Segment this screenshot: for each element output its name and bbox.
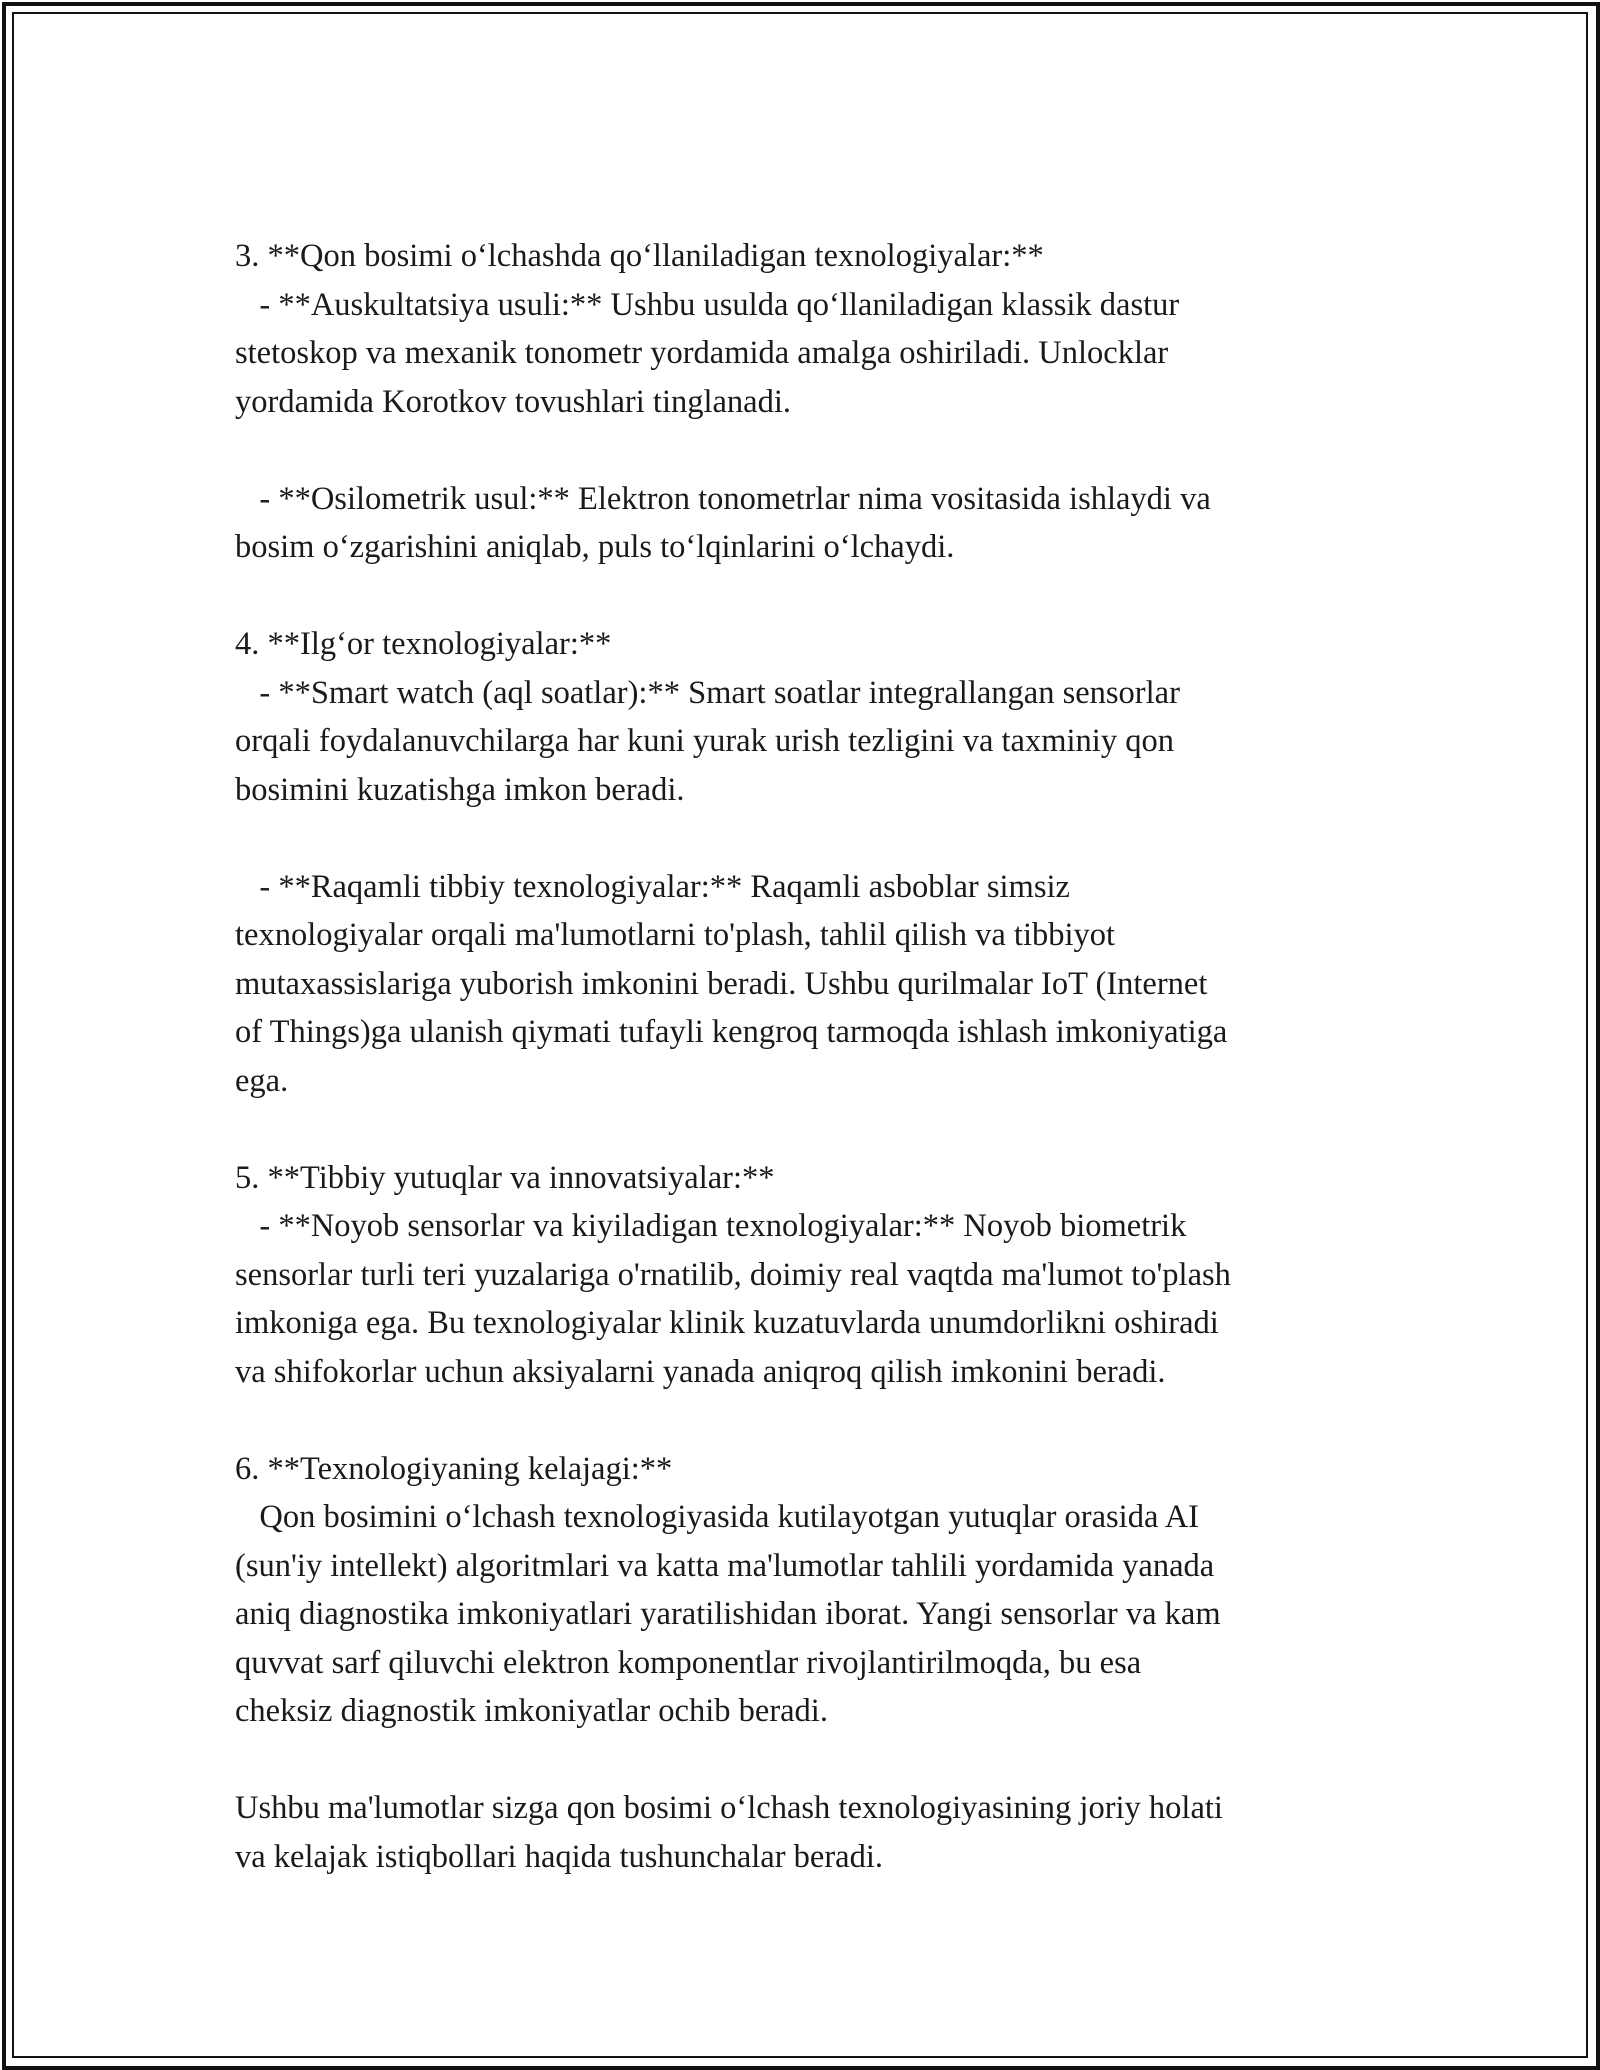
- blank-line: [235, 1396, 1365, 1445]
- blank-line: [235, 1105, 1365, 1154]
- smart-watch-line-3: bosimini kuzatishga imkon beradi.: [235, 771, 685, 808]
- kelajak-line-4: quvvat sarf qiluvchi elektron komponentlar rivojlantirilmoqda, bu esa: [235, 1644, 1142, 1681]
- raqamli-line-5: ega.: [235, 1062, 289, 1099]
- noyob-line-4: va shifokorlar uchun aksiyalarni yanada aniqroq qilish imkonini beradi.: [235, 1353, 1166, 1390]
- section-4-heading: 4. **Ilg‘or texnologiyalar:**: [235, 626, 612, 662]
- noyob-line-1: - **Noyob sensorlar va kiyiladigan texnologiyalar:** Noyob biometrik: [235, 1208, 1187, 1244]
- smart-watch-line-2: orqali foydalanuvchilarga har kuni yurak urish tezligini va taxminiy qon: [235, 723, 1174, 759]
- kelajak-line-5: cheksiz diagnostik imkoniyatlar ochib beradi.: [235, 1693, 828, 1729]
- kelajak-line-3: aniq diagnostika imkoniyatlari yaratilishidan iborat. Yangi sensorlar va kam: [235, 1596, 1221, 1632]
- auskultatsiya-line-3: yordamida Korotkov tovushlari tinglanadi.: [235, 383, 792, 420]
- conclusion-line-2: va kelajak istiqbollari haqida tushunchalar beradi.: [235, 1838, 883, 1875]
- auskultatsiya-line-1: - **Auskultatsiya usuli:** Ushbu usulda qo‘llaniladigan klassik dastur: [235, 286, 1180, 323]
- raqamli-line-1: - **Raqamli tibbiy texnologiyalar:** Raqamli asboblar simsiz: [235, 868, 1070, 905]
- osilometrik-line-1: - **Osilometrik usul:** Elektron tonometrlar nima vositasida ishlaydi va: [235, 480, 1211, 517]
- section-3-heading: 3. **Qon bosimi o‘lchashda qo‘llaniladigan texnologiyalar:**: [235, 238, 1044, 274]
- osilometrik-line-2: bosim o‘zgarishini aniqlab, puls to‘lqinlarini o‘lchaydi.: [235, 529, 955, 565]
- kelajak-line-2: (sun'iy intellekt) algoritmlari va katta ma'lumotlar tahlili yordamida yanada: [235, 1547, 1215, 1584]
- blank-line: [235, 814, 1365, 863]
- smart-watch-line-1: - **Smart watch (aql soatlar):** Smart soatlar integrallangan sensorlar: [235, 674, 1180, 711]
- blank-line: [235, 1736, 1365, 1785]
- section-6-heading: 6. **Texnologiyaning kelajagi:**: [235, 1450, 673, 1487]
- kelajak-line-1: Qon bosimini o‘lchash texnologiyasida kutilayotgan yutuqlar orasida AI: [235, 1499, 1200, 1535]
- conclusion-line-1: Ushbu ma'lumotlar sizga qon bosimi o‘lchash texnologiyasining joriy holati: [235, 1790, 1223, 1826]
- noyob-line-3: imkoniga ega. Bu texnologiyalar klinik kuzatuvlarda unumdorlikni oshiradi: [235, 1305, 1219, 1341]
- blank-line: [235, 572, 1365, 621]
- raqamli-line-4: of Things)ga ulanish qiymati tufayli kengroq tarmoqda ishlash imkoniyatiga: [235, 1014, 1228, 1050]
- raqamli-line-2: texnologiyalar orqali ma'lumotlarni to'plash, tahlil qilish va tibbiyot: [235, 917, 1116, 953]
- document-body: [235, 232, 1365, 1881]
- section-5-heading: 5. **Tibbiy yutuqlar va innovatsiyalar:**: [235, 1159, 775, 1196]
- auskultatsiya-line-2: stetoskop va mexanik tonometr yordamida amalga oshiriladi. Unlocklar: [235, 335, 1169, 371]
- raqamli-line-3: mutaxassislariga yuborish imkonini beradi. Ushbu qurilmalar IoT (Internet: [235, 965, 1208, 1002]
- blank-line: [235, 426, 1365, 475]
- noyob-line-2: sensorlar turli teri yuzalariga o'rnatilib, doimiy real vaqtda ma'lumot to'plash: [235, 1256, 1231, 1293]
